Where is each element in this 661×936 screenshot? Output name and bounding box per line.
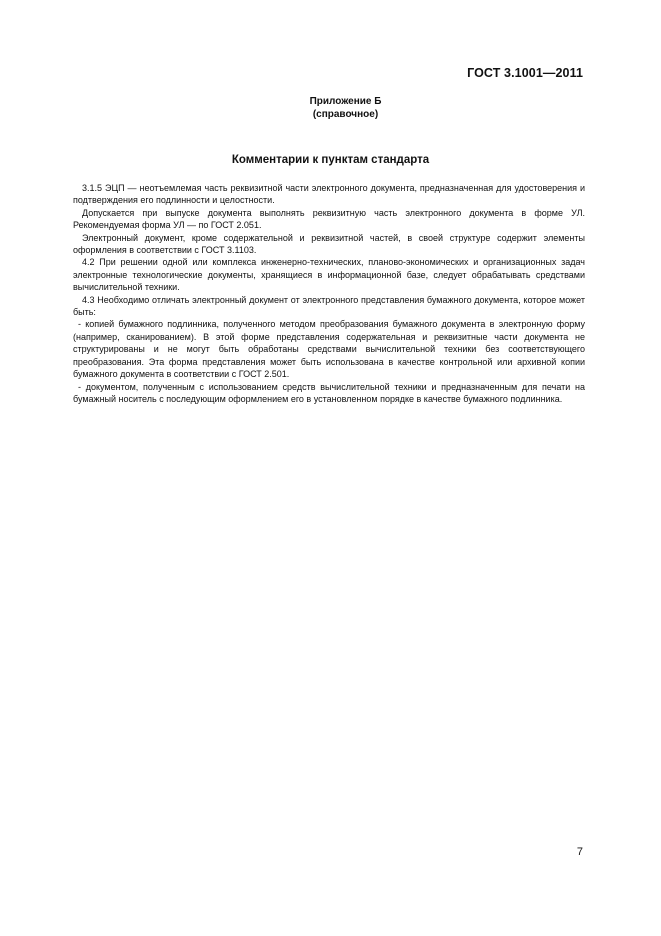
section-title: Комментарии к пунктам стандарта <box>231 154 430 166</box>
list-item-scanned-copy: - копией бумажного подлинника, полученного методом преобразования бумажного документа в электронную форму (например, сканированием). В этой форме представления содержательная и реквизитные части документа не структурированы и не могут быть обработаны средствами вычислительной техники без соответствующего преобразования. Эта форма представления может быть использована в качестве контрольной или архивной копии бумажного документа в соответствии с ГОСТ 2.501. <box>73 319 585 380</box>
standard-code-header: ГОСТ 3.1001—2011 <box>467 66 583 80</box>
paragraph-4-3: 4.3 Необходимо отличать электронный документ от электронного представления бумажного документа, которое может быть: <box>73 294 585 318</box>
body-text <box>73 182 585 405</box>
paragraph-electronic-document-structure: Электронный документ, кроме содержательной и реквизитной частей, в своей структуре содержит элементы оформления в соответствии с ГОСТ 3.1103. <box>73 232 585 256</box>
paragraph-3-1-5: 3.1.5 ЭЦП — неотъемлемая часть реквизитной части электронного документа, предназначенная для удостоверения и подтверждения его подлинности и целостности. <box>73 183 585 206</box>
page-number: 7 <box>576 846 583 858</box>
appendix-subtitle: (справочное) <box>312 109 379 120</box>
paragraph-4-2: 4.2 При решении одной или комплекса инженерно-технических, планово-экономических и организационных задач электронные технологические документы, хранящиеся в информационной базе, следует обрабатывать средствами вычислительной техники. <box>73 257 585 293</box>
paragraph-ul-form: Допускается при выпуске документа выполнять реквизитную часть электронного документа в форме УЛ. Рекомендуемая форма УЛ — по ГОСТ 2.051. <box>73 207 585 231</box>
appendix-heading <box>0 95 661 121</box>
list-item-printed-document: - документом, полученным с использованием средств вычислительной техники и предназначенным для печати на бумажный носитель с последующим оформлением его в установленном порядке в качестве бумажного подлинника. <box>73 381 585 404</box>
appendix-title: Приложение Б <box>309 96 382 107</box>
